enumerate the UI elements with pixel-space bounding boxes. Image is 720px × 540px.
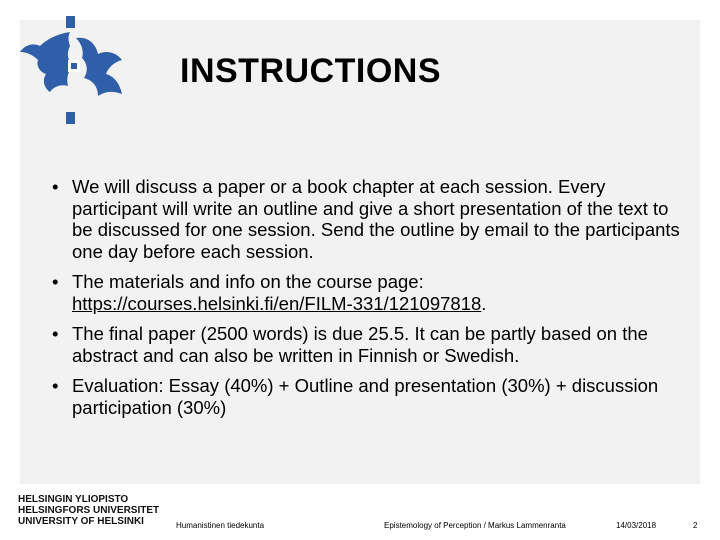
bullet-text: The final paper (2500 words) is due 25.5. It can be partly based on the abstract and can also be written in Finnish or Swedish. xyxy=(72,323,648,366)
university-name-line: HELSINGFORS UNIVERSITET xyxy=(18,505,160,516)
university-name-line: UNIVERSITY OF HELSINKI xyxy=(18,516,144,527)
bullet-item xyxy=(52,271,692,314)
university-name-line: HELSINGIN YLIOPISTO xyxy=(18,494,129,505)
course-page-link[interactable]: https://courses.helsinki.fi/en/FILM-331/121097818 xyxy=(72,292,482,314)
bullet-item xyxy=(52,375,692,418)
footer-faculty: Humanistinen tiedekunta xyxy=(176,521,265,530)
footer-page-number: 2 xyxy=(693,521,698,530)
slide-title: INSTRUCTIONS xyxy=(180,52,441,90)
bullet-text: The materials and info on the course page: xyxy=(72,271,424,292)
bullet-marker: • xyxy=(52,271,59,292)
bullet-marker: • xyxy=(52,176,59,197)
university-name xyxy=(18,494,159,527)
bullet-marker: • xyxy=(52,375,59,396)
footer-date: 14/03/2018 xyxy=(616,521,657,530)
bullet-text: We will discuss a paper or a book chapter at each session. Every participant will write an outline and give a short presentation of the text to be discussed for one session. Send the outline by email to the participants one day before each session. xyxy=(72,176,680,262)
bullet-item xyxy=(52,176,692,262)
bullet-marker: • xyxy=(52,323,59,344)
bullet-list xyxy=(52,176,692,427)
bullet-item xyxy=(52,323,692,366)
bullet-text: Evaluation: Essay (40%) + Outline and presentation (30%) + discussion participation (30%) xyxy=(72,375,659,418)
bullet-suffix: . xyxy=(481,292,487,314)
footer-course: Epistemology of Perception / Markus Lammenranta xyxy=(384,521,566,530)
university-logo-icon xyxy=(18,16,130,124)
